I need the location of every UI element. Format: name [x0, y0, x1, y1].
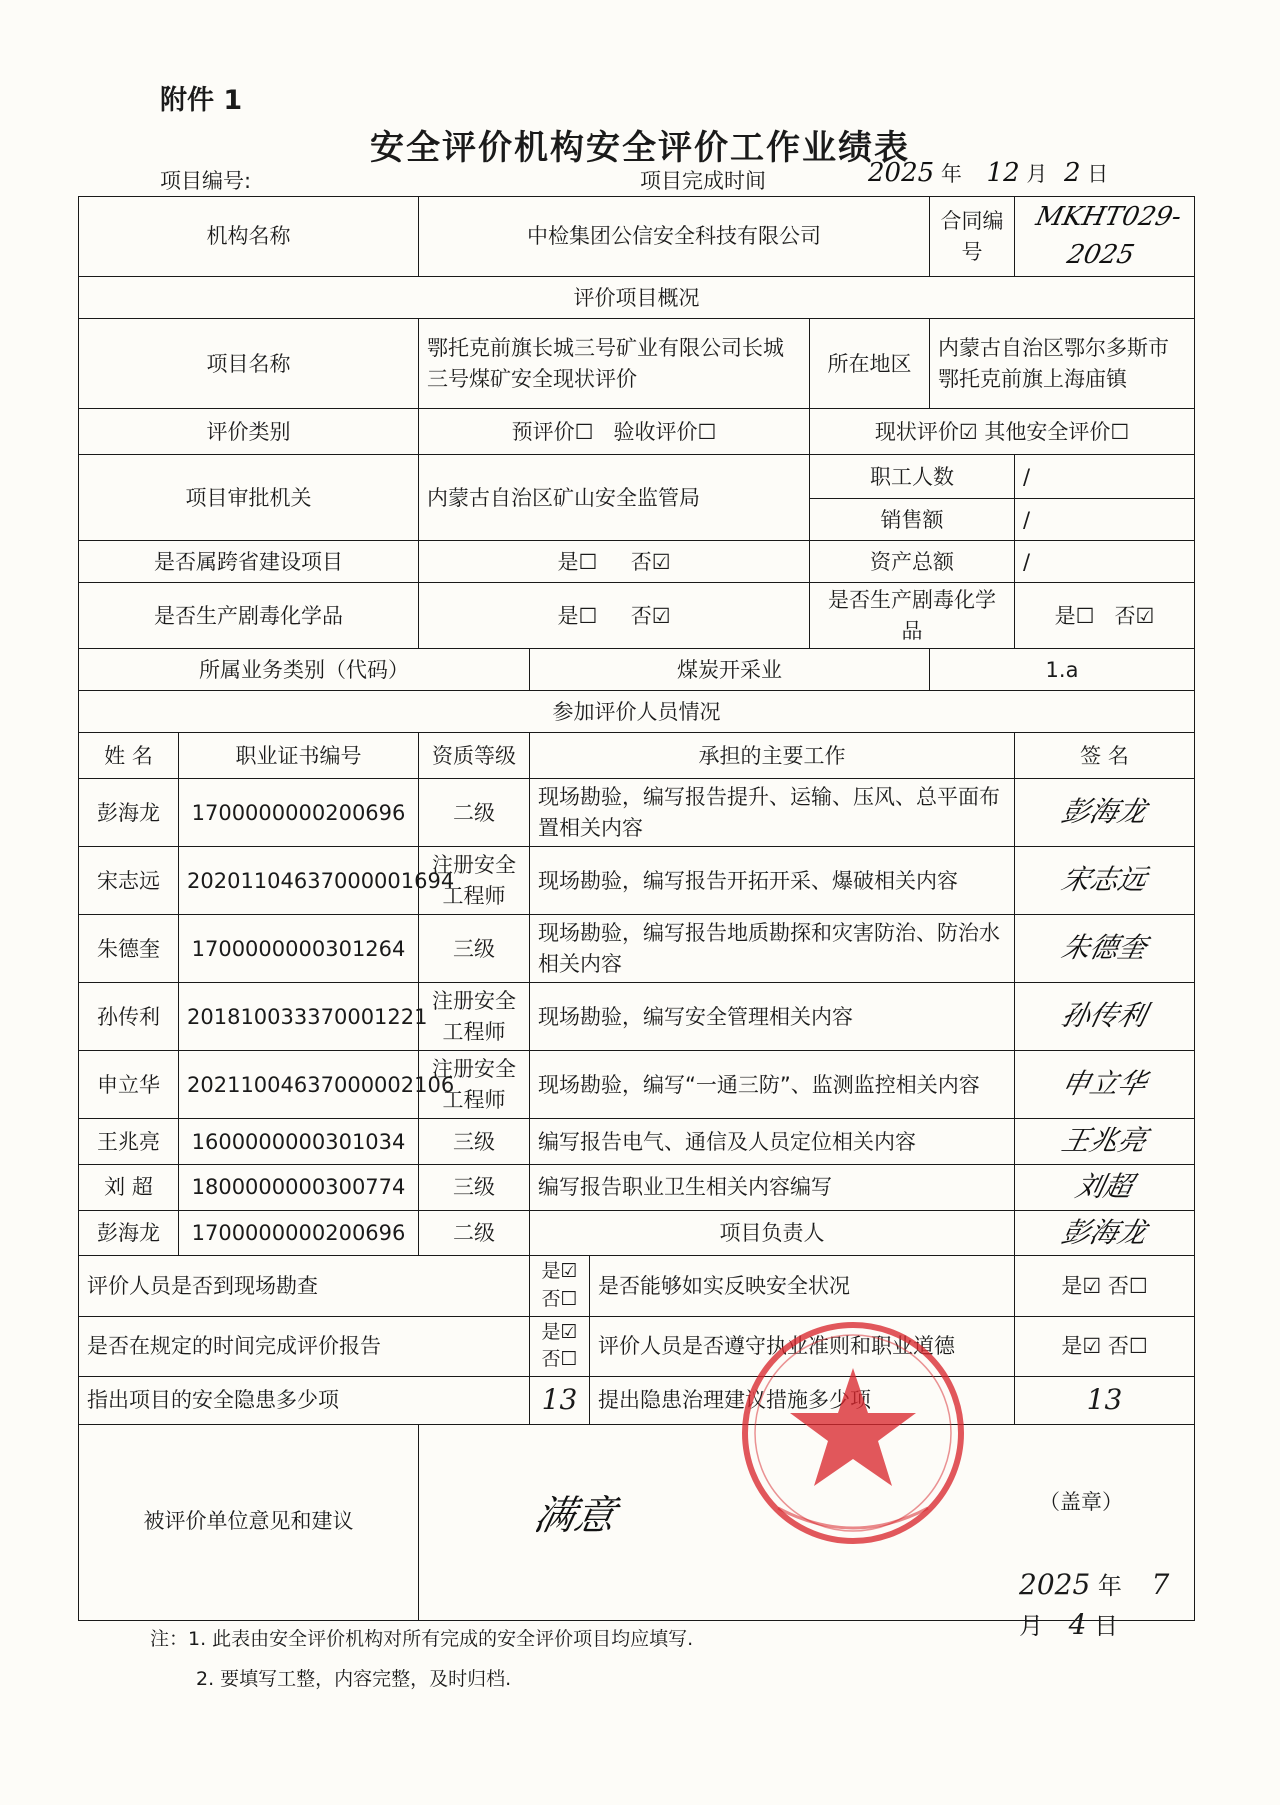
cross-province-yes: 是 — [557, 549, 579, 574]
approval-authority-value: 内蒙古自治区矿山安全监管局 — [419, 455, 810, 541]
cross-province-yes-checkbox: ☐ — [578, 549, 598, 574]
staff-signature: 彭海龙 — [1015, 779, 1195, 847]
staff-level: 注册安全工程师 — [419, 1051, 530, 1119]
staff-name: 刘 超 — [79, 1165, 179, 1211]
staff-work: 现场勘验，编写报告提升、运输、压风、总平面布置相关内容 — [530, 779, 1015, 847]
org-name-value: 中检集团公信安全科技有限公司 — [419, 197, 930, 277]
status-eval-option: 现状评价 — [874, 419, 959, 444]
hazardous-no-2-checkbox-checked: ☑ — [1135, 603, 1155, 628]
staff-cert: 1700000000200696 — [179, 779, 419, 847]
staff-work: 现场勘验，编写安全管理相关内容 — [530, 983, 1015, 1051]
cross-province-label: 是否属跨省建设项目 — [79, 541, 419, 583]
ontime-no-checkbox: ☐ — [560, 1348, 578, 1371]
table-row — [79, 1165, 1195, 1211]
measures-count-value: 13 — [1015, 1376, 1195, 1424]
completion-time-label: 项目完成时间 — [640, 169, 766, 193]
cross-province-no: 否 — [630, 549, 652, 574]
hazardous-no-2: 否 — [1114, 603, 1136, 628]
completion-date — [868, 158, 1108, 188]
pre-eval-option: 预评价 — [511, 419, 575, 444]
hazardous-label-2: 是否生产剧毒化学品 — [810, 583, 1015, 649]
staff-name: 宋志远 — [79, 847, 179, 915]
contract-no-label: 合同编号 — [930, 197, 1015, 277]
hazardous-label: 是否生产剧毒化学品 — [79, 583, 419, 649]
acceptance-eval-option: 验收评价 — [613, 419, 698, 444]
hazardous-options — [419, 583, 810, 649]
ontime-yes: 是 — [541, 1320, 561, 1343]
completion-year: 2025 — [868, 158, 935, 188]
staff-level: 注册安全工程师 — [419, 983, 530, 1051]
page-title: 安全评价机构安全评价工作业绩表 — [370, 128, 910, 168]
ontime-check-options — [530, 1316, 590, 1376]
staff-level: 三级 — [419, 1119, 530, 1165]
col-header-cert: 职业证书编号 — [179, 733, 419, 779]
overview-section-title: 评价项目概况 — [79, 277, 1195, 319]
reflect-check-label: 是否能够如实反映安全状况 — [590, 1256, 1015, 1316]
total-assets-label: 资产总额 — [810, 541, 1015, 583]
table-row — [79, 1119, 1195, 1165]
opinion-year: 2025 — [1019, 1567, 1091, 1601]
staff-level: 三级 — [419, 1165, 530, 1211]
month-unit: 月 — [1026, 162, 1048, 186]
ethics-check-options — [1015, 1316, 1195, 1376]
hazardous-yes: 是 — [557, 603, 579, 628]
staff-signature: 申立华 — [1015, 1051, 1195, 1119]
col-header-work: 承担的主要工作 — [530, 733, 1015, 779]
staff-signature: 刘超 — [1015, 1165, 1195, 1211]
staff-signature: 王兆亮 — [1015, 1119, 1195, 1165]
location-value: 内蒙古自治区鄂尔多斯市鄂托克前旗上海庙镇 — [930, 319, 1195, 409]
org-name-label: 机构名称 — [79, 197, 419, 277]
ethics-yes: 是 — [1061, 1333, 1083, 1358]
staff-cert: 201810033370001221 — [179, 983, 419, 1051]
reflect-check-options — [1015, 1256, 1195, 1316]
col-header-name: 姓 名 — [79, 733, 179, 779]
sales-value: / — [1015, 499, 1195, 541]
staff-name: 朱德奎 — [79, 915, 179, 983]
ontime-yes-checkbox-checked: ☑ — [560, 1320, 578, 1343]
opinion-day: 4 — [1068, 1608, 1087, 1642]
staff-level: 三级 — [419, 915, 530, 983]
opinion-date — [1019, 1565, 1194, 1646]
opinion-month-unit: 月 — [1019, 1612, 1043, 1641]
staff-name: 彭海龙 — [79, 779, 179, 847]
table-row — [79, 915, 1195, 983]
attachment-label: 附件 1 — [160, 85, 243, 116]
col-header-sign: 签 名 — [1015, 733, 1195, 779]
reflect-yes: 是 — [1061, 1273, 1083, 1298]
business-category-value: 煤炭开采业 — [530, 649, 930, 691]
staff-signature: 朱德奎 — [1015, 915, 1195, 983]
onsite-check-options — [530, 1256, 590, 1316]
eval-type-options-left — [419, 409, 810, 455]
onsite-yes: 是 — [541, 1260, 561, 1283]
other-eval-option: 其他安全评价 — [984, 419, 1111, 444]
staff-name: 申立华 — [79, 1051, 179, 1119]
status-eval-checkbox-checked: ☑ — [958, 419, 978, 444]
staff-work: 编写报告职业卫生相关内容编写 — [530, 1165, 1015, 1211]
staff-work: 现场勘验，编写“一通三防”、监测监控相关内容 — [530, 1051, 1015, 1119]
table-row — [79, 847, 1195, 915]
hazardous-no: 否 — [630, 603, 652, 628]
staff-signature: 孙传利 — [1015, 983, 1195, 1051]
ethics-check-label: 评价人员是否遵守执业准则和职业道德 — [590, 1316, 1015, 1376]
cross-province-no-checkbox-checked: ☑ — [651, 549, 671, 574]
staff-cert: 1800000000300774 — [179, 1165, 419, 1211]
onsite-check-label: 评价人员是否到现场勘查 — [79, 1256, 530, 1316]
opinion-label: 被评价单位意见和建议 — [79, 1424, 419, 1620]
staff-name: 孙传利 — [79, 983, 179, 1051]
staff-cert: 1700000000301264 — [179, 915, 419, 983]
location-label: 所在地区 — [810, 319, 930, 409]
staff-cert: 1600000000301034 — [179, 1119, 419, 1165]
staff-name: 彭海龙 — [79, 1210, 179, 1256]
cross-province-options — [419, 541, 810, 583]
staff-work: 项目负责人 — [530, 1210, 1015, 1256]
project-name-label: 项目名称 — [79, 319, 419, 409]
opinion-month: 7 — [1151, 1567, 1170, 1601]
table-row — [79, 983, 1195, 1051]
hazardous-yes-2: 是 — [1054, 603, 1076, 628]
business-category-code: 1.a — [930, 649, 1195, 691]
ethics-no: 否 — [1107, 1333, 1129, 1358]
col-header-level: 资质等级 — [419, 733, 530, 779]
ethics-yes-checkbox-checked: ☑ — [1082, 1333, 1102, 1358]
hazards-count-value: 13 — [530, 1376, 590, 1424]
ethics-no-checkbox: ☐ — [1128, 1333, 1148, 1358]
ontime-check-label: 是否在规定的时间完成评价报告 — [79, 1316, 530, 1376]
note-1: 注：1. 此表由安全评价机构对所有完成的安全评价项目均应填写. — [150, 1628, 694, 1650]
staff-cert: 20201104637000001694 — [179, 847, 419, 915]
staff-level: 注册安全工程师 — [419, 847, 530, 915]
reflect-yes-checkbox-checked: ☑ — [1082, 1273, 1102, 1298]
staff-work: 现场勘验，编写报告开拓开采、爆破相关内容 — [530, 847, 1015, 915]
hazardous-options-2 — [1015, 583, 1195, 649]
opinion-year-unit: 年 — [1097, 1571, 1122, 1600]
staff-cert: 20211004637000002106 — [179, 1051, 419, 1119]
other-eval-checkbox: ☐ — [1110, 419, 1130, 444]
year-unit: 年 — [940, 162, 962, 186]
measures-count-label: 提出隐患治理建议措施多少项 — [590, 1376, 1015, 1424]
project-no-label: 项目编号: — [160, 169, 252, 193]
acceptance-eval-checkbox: ☐ — [697, 419, 717, 444]
completion-month: 12 — [986, 158, 1020, 188]
seal-label: （盖章） — [1039, 1489, 1123, 1514]
staff-signature: 彭海龙 — [1015, 1210, 1195, 1256]
note-2: 2. 要填写工整，内容完整，及时归档. — [196, 1668, 512, 1690]
opinion-day-unit: 日 — [1094, 1612, 1119, 1641]
project-name-value: 鄂托克前旗长城三号矿业有限公司长城三号煤矿安全现状评价 — [419, 319, 810, 409]
contract-no-value: MKHT029-2025 — [1015, 197, 1195, 277]
staff-count-value: / — [1015, 455, 1195, 499]
staff-count-label: 职工人数 — [810, 455, 1015, 499]
business-category-label: 所属业务类别（代码） — [79, 649, 530, 691]
ontime-no: 否 — [541, 1348, 561, 1371]
hazards-count-label: 指出项目的安全隐患多少项 — [79, 1376, 530, 1424]
total-assets-value: / — [1015, 541, 1195, 583]
staff-cert: 1700000000200696 — [179, 1210, 419, 1256]
day-unit: 日 — [1087, 162, 1109, 186]
staff-level: 二级 — [419, 779, 530, 847]
onsite-no: 否 — [541, 1287, 561, 1310]
table-row — [79, 779, 1195, 847]
sales-label: 销售额 — [810, 499, 1015, 541]
hazardous-yes-checkbox: ☐ — [578, 603, 598, 628]
hazardous-yes-2-checkbox: ☐ — [1075, 603, 1095, 628]
eval-type-label: 评价类别 — [79, 409, 419, 455]
staff-work: 现场勘验，编写报告地质勘探和灾害防治、防治水相关内容 — [530, 915, 1015, 983]
staff-name: 王兆亮 — [79, 1119, 179, 1165]
hazardous-no-checkbox-checked: ☑ — [651, 603, 671, 628]
staff-signature: 宋志远 — [1015, 847, 1195, 915]
staff-section-title: 参加评价人员情况 — [79, 691, 1195, 733]
staff-work: 编写报告电气、通信及人员定位相关内容 — [530, 1119, 1015, 1165]
table-row — [79, 1210, 1195, 1256]
eval-type-options-right — [810, 409, 1195, 455]
pre-eval-checkbox: ☐ — [574, 419, 594, 444]
staff-level: 二级 — [419, 1210, 530, 1256]
onsite-no-checkbox: ☐ — [560, 1287, 578, 1310]
onsite-yes-checkbox-checked: ☑ — [560, 1260, 578, 1283]
official-seal-icon — [738, 1318, 968, 1548]
completion-day: 2 — [1064, 158, 1081, 188]
reflect-no: 否 — [1107, 1273, 1129, 1298]
table-row — [79, 1051, 1195, 1119]
approval-authority-label: 项目审批机关 — [79, 455, 419, 541]
opinion-value: 满意 — [530, 1492, 620, 1539]
reflect-no-checkbox: ☐ — [1128, 1273, 1148, 1298]
